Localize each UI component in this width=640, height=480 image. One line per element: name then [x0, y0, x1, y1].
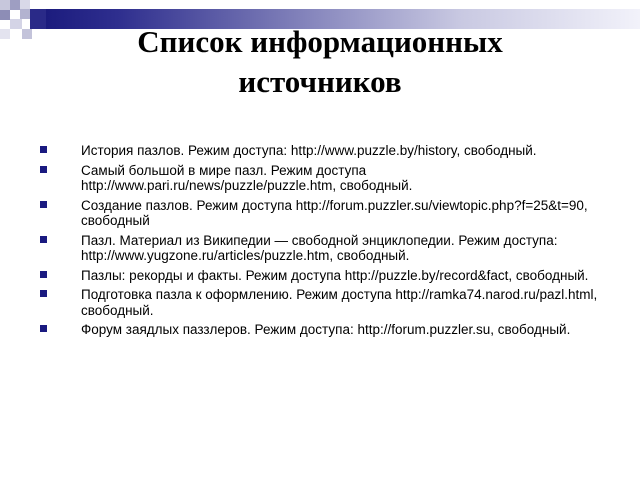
list-item	[40, 268, 620, 284]
list-item	[40, 287, 620, 318]
square-bullet-icon	[40, 271, 47, 278]
square-bullet-icon	[40, 166, 47, 173]
list-item	[40, 143, 620, 159]
square-bullet-icon	[40, 290, 47, 297]
list-item	[40, 322, 620, 338]
decor-square	[0, 10, 10, 20]
list-item	[40, 198, 620, 229]
list-item-text: История пазлов. Режим доступа: http://www.puzzle.by/history, свободный.	[81, 143, 537, 158]
title-line-1: Список информационных	[137, 24, 503, 59]
list-item-text: Пазл. Материал из Википедии — свободной энциклопедии. Режим доступа: http://www.yugzone.ru/articles/puzzle.htm, свободный.	[81, 232, 558, 263]
decor-square	[0, 0, 10, 10]
square-bullet-icon	[40, 146, 47, 153]
title-line-2: источников	[238, 64, 402, 99]
slide-title	[0, 22, 640, 102]
square-bullet-icon	[40, 201, 47, 208]
list-item	[40, 233, 620, 264]
list-item-text: Подготовка пазла к оформлению. Режим доступа http://ramka74.narod.ru/pazl.html, свободный.	[81, 287, 598, 318]
decor-square	[20, 9, 30, 19]
list-item	[40, 163, 620, 194]
square-bullet-icon	[40, 236, 47, 243]
sources-list	[40, 143, 620, 342]
square-bullet-icon	[40, 325, 47, 332]
list-item-text: Создание пазлов. Режим доступа http://forum.puzzler.su/viewtopic.php?f=25&t=90, свободный	[81, 197, 588, 228]
list-item-text: Форум заядлых паззлеров. Режим доступа: http://forum.puzzler.su, свободный.	[81, 322, 571, 337]
decor-square	[10, 0, 20, 10]
list-item-text: Самый большой в мире пазл. Режим доступа http://www.pari.ru/news/puzzle/puzzle.htm, свободный.	[81, 162, 413, 193]
list-item-text: Пазлы: рекорды и факты. Режим доступа http://puzzle.by/record&fact, свободный.	[81, 267, 589, 283]
